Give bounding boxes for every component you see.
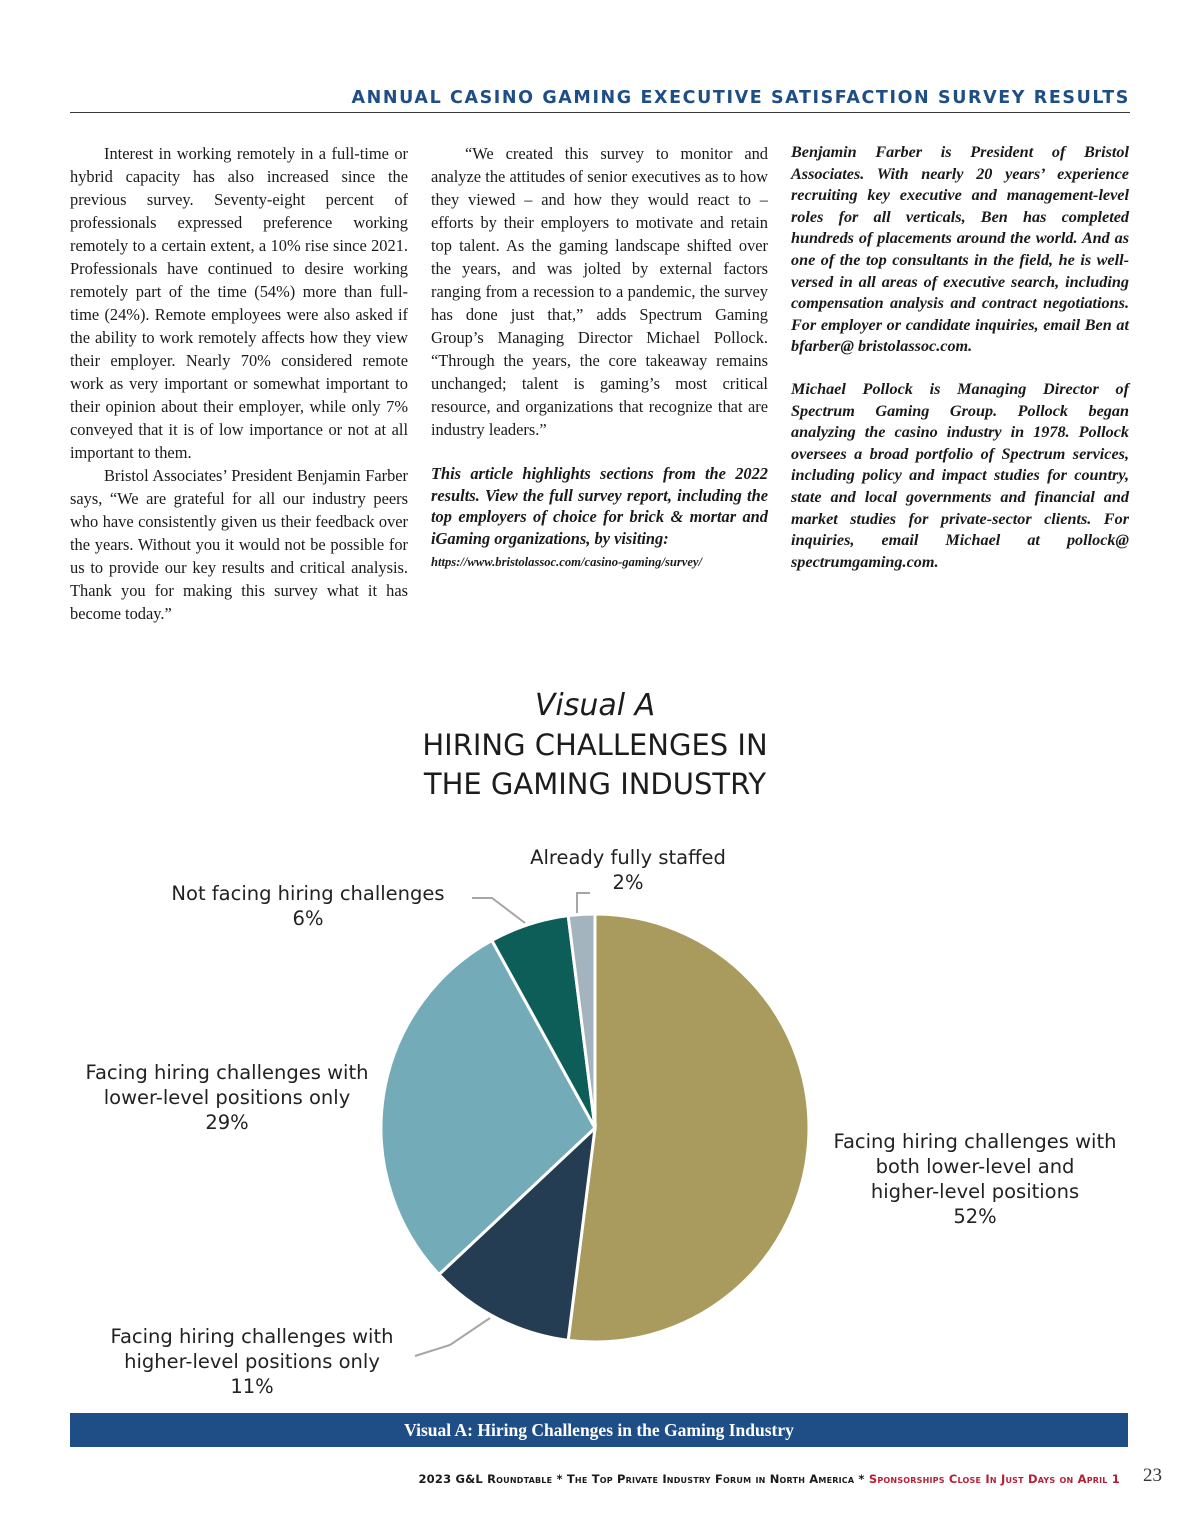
slice-label: higher-level positions [870,1180,1080,1203]
slice-label: Facing hiring challenges with [833,1130,1117,1153]
footer-accent: Sponsorships Close In Just Days on April 1 [868,1472,1120,1486]
slice-value-label: 2% [612,871,644,894]
leader-line [577,893,590,913]
slice-label: Facing hiring challenges with [110,1325,394,1348]
slice-value-label: 29% [205,1111,249,1134]
slice-value-label: 6% [292,907,324,930]
slice-label: Already fully staffed [530,846,726,869]
paragraph: Interest in working remotely in a full-time or hybrid capacity has also increased since the previous survey. Seventy-eight percent of professionals expressed preference working remotely to a certain extent, a 10% rise since 2021. Professionals have continued to desire working remotely part of the time (54%) more than full-time (24%). Remote employees were also asked if the ability to work remotely affects how they view their employer. Nearly 70% considered remote work as very important or somewhat important to their opinion about their employer, while only 7% conveyed that it is of low importance or not at all important to them. [70,144,408,462]
page-number: 23 [1143,1465,1162,1486]
survey-link[interactable]: https://www.bristolassoc.com/casino-gaming/survey/ [431,555,703,570]
pie-slice [568,914,809,1342]
chart-title-line-1: HIRING CHALLENGES IN [422,728,768,762]
bio-pollock: Michael Pollock is Managing Director of Spectrum Gaming Group. Pollock began analyzing the casino industry in 1978. Pollock oversees a broad portfolio of Spectrum services, including policy and impact studies for country, state and local governments and financial and market studies for private-sector clients. For inquiries, email Michael at pollock@ spectrumgaming.com. [791,379,1129,571]
bio-farber: Benjamin Farber is President of Bristol Associates. With nearly 20 years’ experience recruiting key executive and management-level roles for all verticals, Ben has completed hundreds of placements around the world. And as one of the top consultants in the field, he is well-versed in all areas of executive search, including compensation analysis and contract negotiations. For employer or candidate inquiries, email Ben at bfarber@ bristolassoc.com. [791,143,1129,356]
leader-line [472,898,525,923]
survey-promo: This article highlights sections from the 2022 results. View the full survey report, including the top employers of choice for brick & mortar and iGaming organizations, by visiting: [431,464,768,548]
footer-text: 2023 G&L Roundtable * The Top Private Industry Forum in North America * [418,1472,865,1486]
slice-value-label: 52% [953,1205,997,1228]
paragraph: Bristol Associates’ President Benjamin Farber says, “We are grateful for all our industry peers who have consistently given us their feedback over the years. Without you it would not be possible for us to provide our key results and critical analysis. Thank you for making this survey what it has become today.” [70,466,408,623]
paragraph: “We created this survey to monitor and analyze the attitudes of senior executives as to how they viewed – and how they would react to – efforts by their employers to motivate and retain top talent. As the gaming landscape shifted over the years, and was jolted by external factors ranging from a recession to a pandemic, the survey has done just that,” adds Spectrum Gaming Group’s Managing Director Michael Pollock. “Through the years, the core takeaway remains unchanged; talent is gaming’s most critical resource, and organizations that recognize that are industry leaders.” [431,144,768,439]
running-header: ANNUAL CASINO GAMING EXECUTIVE SATISFACTION SURVEY RESULTS [351,88,1130,108]
figure-caption: Visual A: Hiring Challenges in the Gaming Industry [70,1413,1128,1447]
slice-label: both lower-level and [875,1155,1075,1178]
page-footer [418,1472,1120,1486]
slice-label: Facing hiring challenges with [85,1061,369,1084]
chart-title-line-2: THE GAMING INDUSTRY [423,767,767,801]
slice-label: Not facing hiring challenges [171,882,445,905]
slice-label: higher-level positions only [124,1350,380,1373]
leader-line [415,1318,490,1356]
slice-label: lower-level positions only [103,1086,351,1109]
chart-subtitle: Visual A [534,688,656,723]
slice-value-label: 11% [230,1375,274,1398]
